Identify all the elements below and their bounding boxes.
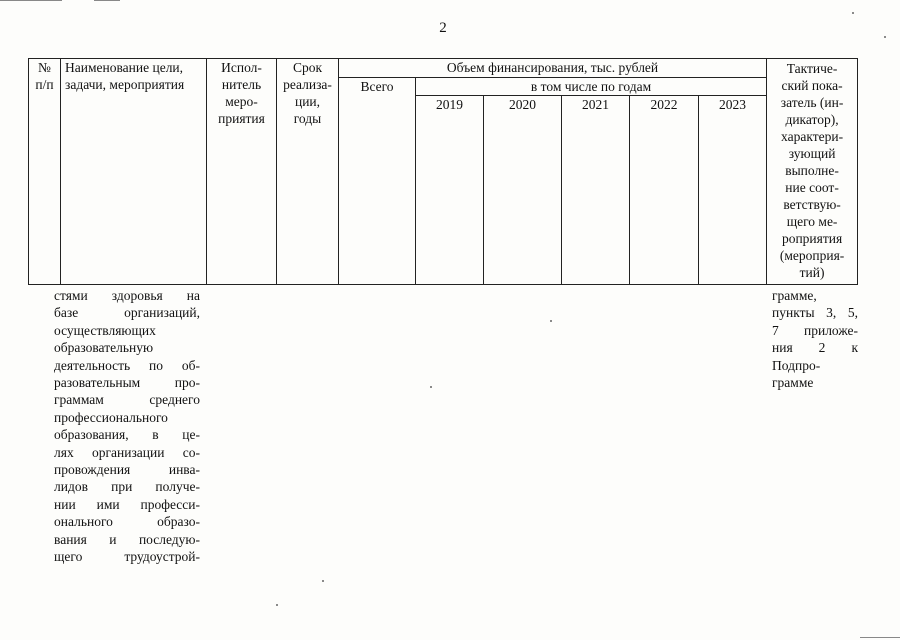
scan-speck	[550, 320, 552, 322]
header-year-2021: 2021	[562, 96, 630, 285]
page-number: 2	[439, 20, 447, 36]
header-num: № п/п	[29, 59, 61, 285]
scan-artifact-line	[0, 0, 62, 1]
header-total: Всего	[339, 78, 416, 285]
header-funding-title: Объем финансирования, тыс. рублей	[339, 59, 767, 78]
header-term: Срок реализа- ции, годы	[277, 59, 339, 285]
scan-artifact-line	[860, 637, 900, 638]
header-year-2019: 2019	[416, 96, 484, 285]
scan-artifact-line	[94, 0, 120, 1]
header-year-2020: 2020	[484, 96, 562, 285]
funding-table	[28, 58, 858, 285]
header-name: Наименование цели, задачи, мероприятия	[61, 59, 207, 285]
continuation-name-text: стями здоровья на базе организаций, осуществляющих образовательную деятельность по об- разовательным про- граммам среднего профессионального образования, в це- лях организации со- провождения инва- лидов при получе- нии ими професси- онального образо- вания и последую- щего трудоустрой-	[54, 288, 200, 565]
scan-speck	[322, 580, 324, 582]
header-indicator: Тактиче- ский пока- затель (ин- дикатор), характери- зующий выполне- ние соот- ветствую- щего ме- роприятия (мероприя- тий)	[767, 59, 858, 285]
header-by-years: в том числе по годам	[416, 78, 767, 96]
scan-speck	[852, 12, 854, 14]
header-year-2023: 2023	[699, 96, 767, 285]
header-year-2022: 2022	[630, 96, 699, 285]
scan-speck	[276, 604, 278, 606]
header-executor: Испол- нитель меро- приятия	[207, 59, 277, 285]
continuation-indicator-text: грамме, пункты 3, 5, 7 приложе- ния 2 к Подпро- грамме	[772, 288, 858, 391]
scan-speck	[430, 386, 432, 388]
